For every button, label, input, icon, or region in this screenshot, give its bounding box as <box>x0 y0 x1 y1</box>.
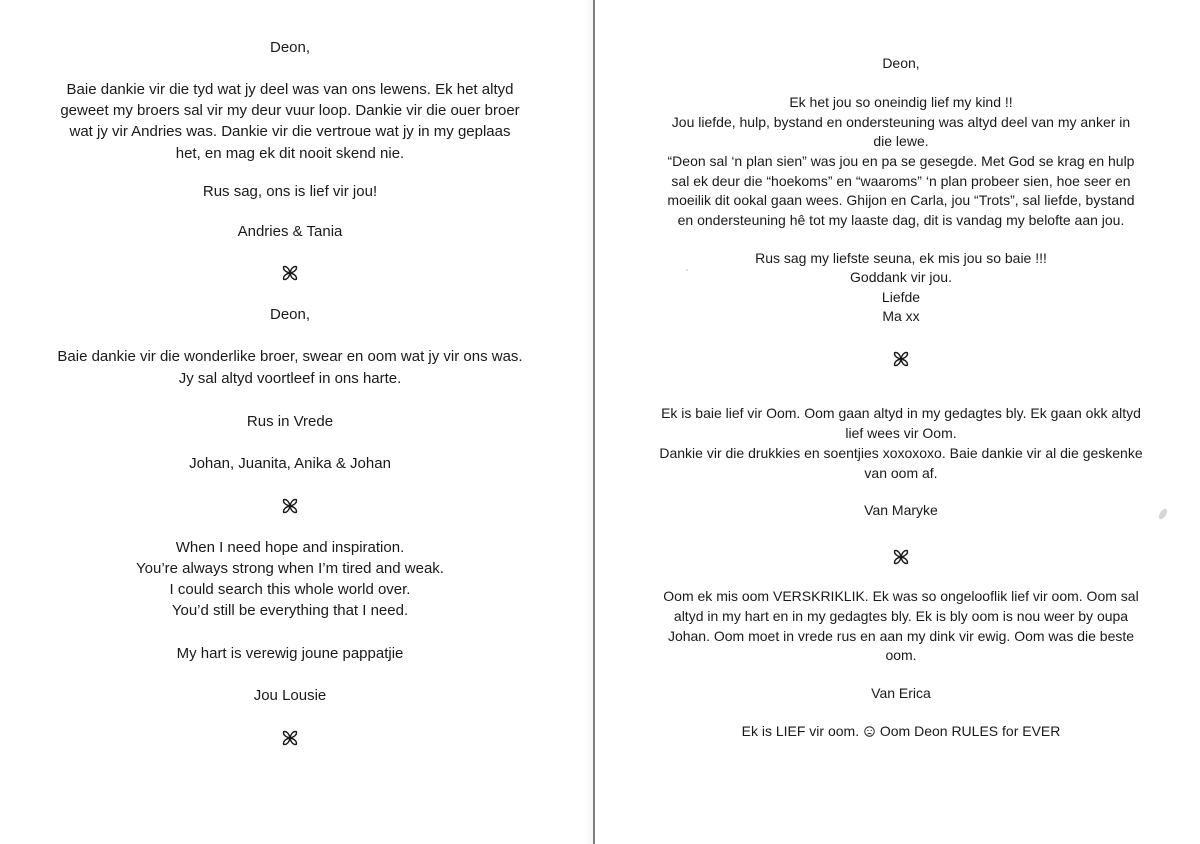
tribute-2-signature: Johan, Juanita, Anika & Johan <box>189 455 391 472</box>
four-petal-ornament-icon <box>892 350 910 368</box>
tribute-4-salutation: Deon, <box>882 55 920 71</box>
tribute-5-body-line: Dankie vir die drukkies en soentjies xoxoxoxo. Baie dankie vir al die geskenke <box>659 445 1143 461</box>
final-message-start: Ek is LIEF vir oom. <box>741 723 860 739</box>
final-message <box>602 721 1200 741</box>
tribute-4-body-line: sal ek deur die “hoekoms” en “waaroms” ‘n plan probeer sien, hoe seer en <box>671 173 1131 189</box>
frowning-face-icon <box>864 726 875 737</box>
tribute-1-closing: Rus sag, ons is lief vir jou! <box>202 183 378 200</box>
tribute-2-body-line: Baie dankie vir die wonderlike broer, swear en oom wat jy vir ons was. <box>57 348 523 365</box>
tribute-1-body-line: Baie dankie vir die tyd wat jy deel was van ons lewens. Ek het altyd <box>66 81 514 98</box>
tribute-4-body-line: die lewe. <box>873 133 929 149</box>
four-petal-ornament-icon <box>281 497 299 515</box>
tribute-6-body-line: Oom ek mis oom VERSKRIKLIK. Ek was so ongelooflik lief vir oom. Oom sal <box>663 588 1139 604</box>
tribute-4-body-line: Jou liefde, hulp, bystand en ondersteuning was altyd deel van my anker in <box>671 114 1131 130</box>
tribute-4-body-line: “Deon sal ‘n plan sien” was jou en pa se gesegde. Met God se krag en hulp <box>667 153 1135 169</box>
four-petal-ornament-icon <box>281 729 299 747</box>
tribute-1-salutation: Deon, <box>269 39 311 56</box>
final-message-end: Oom Deon RULES for EVER <box>879 723 1061 739</box>
tribute-5-body-line: van oom af. <box>864 465 938 481</box>
tribute-5-signature: Van Maryke <box>864 502 938 518</box>
page-fold <box>593 0 595 844</box>
tribute-3-poem-line: You’d still be everything that I need. <box>171 602 409 619</box>
tribute-4-closing-line: Liefde <box>881 289 921 305</box>
tribute-4-body-line: en ondersteuning hê tot my laaste dag, dit is vandag my belofte aan jou. <box>677 212 1125 228</box>
tribute-5-body-line: Ek is baie lief vir Oom. Oom gaan altyd in my gedagtes bly. Ek gaan okk altyd <box>661 405 1141 421</box>
four-petal-ornament-icon <box>892 548 910 566</box>
tribute-5-body-line: lief wees vir Oom. <box>845 425 957 441</box>
tribute-1-body-line: wat jy vir Andries was. Dankie vir die vertroue wat jy in my geplaas <box>69 123 511 140</box>
tribute-2-closing: Rus in Vrede <box>246 413 334 430</box>
tribute-3-closing: My hart is verewig joune pappatjie <box>176 645 404 662</box>
four-petal-ornament-icon <box>281 264 299 282</box>
tribute-3-poem-line: You’re always strong when I’m tired and weak. <box>136 560 444 577</box>
right-page <box>602 0 1200 844</box>
tribute-2-salutation: Deon, <box>269 306 311 323</box>
tribute-4-body-line: Ek het jou so oneindig lief my kind !! <box>789 94 1013 110</box>
tribute-4-body-line: moeilik dit ookal gaan wees. Ghijon en Carla, jou “Trots”, sal liefde, bystand <box>667 192 1135 208</box>
tribute-4-closing-line: Rus sag my liefste seuna, ek mis jou so baie !!! <box>755 250 1047 266</box>
tribute-6-signature: Van Erica <box>871 685 931 701</box>
tribute-4-closing-line: Goddank vir jou. <box>850 269 952 285</box>
tribute-3-poem-line: When I need hope and inspiration. <box>175 539 405 556</box>
tribute-2-body-line: Jy sal altyd voortleef in ons harte. <box>178 370 402 387</box>
tribute-6-body-line: oom. <box>885 647 917 663</box>
tribute-6-body-line: Johan. Oom moet in vrede rus en aan my dink vir ewig. Oom was die beste <box>667 628 1135 644</box>
tribute-1-signature: Andries & Tania <box>237 223 343 240</box>
tribute-1-body-line: geweet my broers sal vir my deur vuur loop. Dankie vir die ouer broer <box>60 102 520 119</box>
tribute-1-body-line: het, en mag ek dit nooit skend nie. <box>175 145 405 162</box>
tribute-3-poem-line: I could search this whole world over. <box>169 581 411 598</box>
tribute-4-closing-line: Ma xx <box>882 308 920 324</box>
scan-speck <box>686 269 688 271</box>
left-page <box>0 0 580 844</box>
tribute-6-body-line: altyd in my hart en in my gedagtes bly. Ek is bly oom is nou weer by oupa <box>673 608 1129 624</box>
tribute-3-signature: Jou Lousie <box>253 687 327 704</box>
